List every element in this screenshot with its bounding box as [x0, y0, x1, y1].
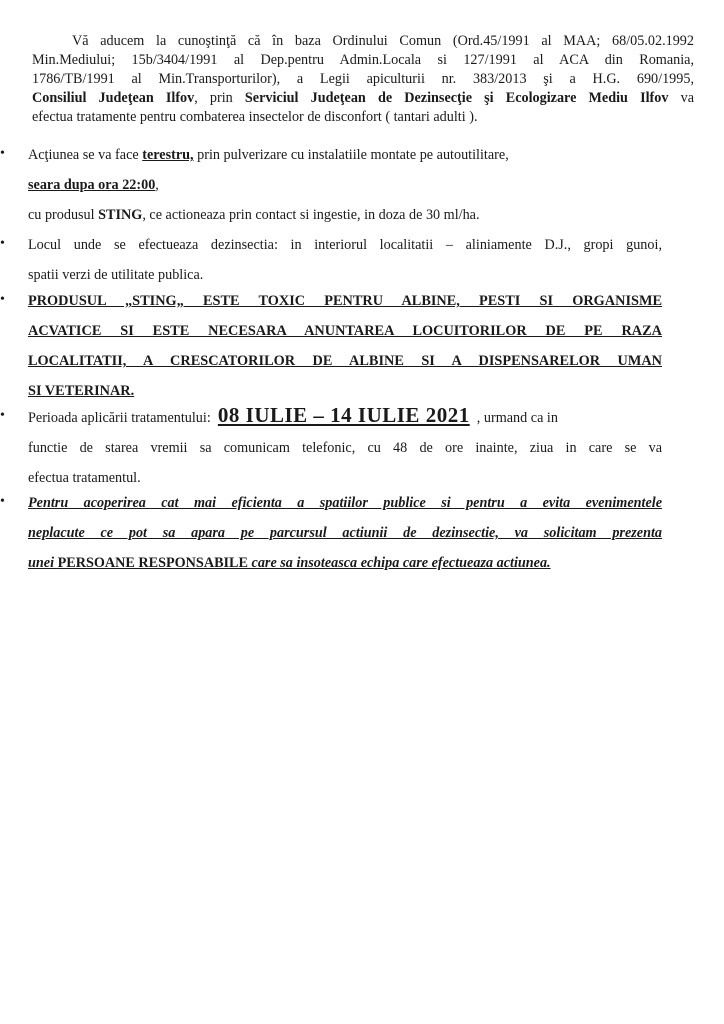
bullet-icon: • [0, 292, 5, 307]
warning-line-3: LOCALITATII, A CRESCATORILOR DE ALBINE SI A DISPENSARELOR UMAN [28, 353, 662, 369]
service-name: Serviciul Judeţean de Dezinsecţie şi Ecologizare Mediu Ilfov [244, 90, 669, 106]
responsible-line-1: Pentru acoperirea cat mai eficienta a spatiilor publice si pentru a evita evenimentele [28, 495, 662, 511]
action-line-1 [28, 140, 662, 170]
bullet-icon: • [0, 236, 5, 251]
period-line-1 [28, 400, 662, 433]
period-date-range: 08 IULIE – 14 IULIE 2021 [217, 403, 470, 427]
responsible-prefix: unei [28, 555, 58, 571]
responsible-suffix: care sa insoteasca echipa care efectueaza actiunea. [247, 555, 551, 571]
bullet-warning-text [28, 286, 662, 406]
bullet-location-text [28, 230, 662, 290]
intro-line-1: Vă aducem la cunoştinţă că în baza Ordinului Comun (Ord.45/1991 al MAA; 68/05.02.1992 [72, 33, 694, 49]
warning-line-1: PRODUSUL „STING„ ESTE TOXIC PENTRU ALBINE, PESTI SI ORGANISME [28, 293, 662, 309]
product-name: STING [98, 207, 143, 223]
location-line-1: Locul unde se efectueaza dezinsectia: in interiorul localitatii – aliniamente D.J., gropi gunoi, [28, 237, 662, 253]
location-line-2: spatii verzi de utilitate publica. [28, 267, 204, 283]
responsible-line-2: neplacute ce pot sa apara pe parcursul actiunii de dezinsectie, va solicitam prezenta [28, 525, 662, 541]
bullet-icon: • [0, 408, 5, 423]
action-method: terestru, [142, 147, 194, 163]
bullet-responsible-text [28, 488, 662, 578]
period-label: Perioada aplicării tratamentului: [28, 410, 211, 426]
action-time: seara dupa ora 22:00 [28, 177, 156, 193]
period-line-2: functie de starea vremii sa comunicam telefonic, cu 48 de ore inainte, ziua in care se va [28, 440, 662, 456]
bullet-icon: • [0, 146, 5, 161]
action-suffix: prin pulverizare cu instalatiile montate pe autoutilitare, [193, 147, 509, 163]
action-prefix: Acţiunea se va face [28, 147, 143, 163]
period-line-3: efectua tratamentul. [28, 470, 141, 486]
bullet-icon: • [0, 494, 5, 509]
intro-line-4-end: va [668, 90, 694, 106]
responsible-person: PERSOANE RESPONSABILE [57, 555, 248, 571]
intro-line-4 [32, 89, 694, 108]
product-suffix: , ce actioneaza prin contact si ingestie, in doza de 30 ml/ha. [142, 207, 480, 223]
action-line-3 [28, 200, 662, 230]
product-prefix: cu produsul [28, 207, 99, 223]
action-time-comma: , [155, 177, 159, 193]
intro-line-2: Min.Mediului; 15b/3404/1991 al Dep.pentru Admin.Locala si 127/1991 al ACA din Romania, [32, 52, 694, 68]
warning-line-4: SI VETERINAR. [28, 383, 135, 399]
intro-line-5: efectua tratamente pentru combaterea insectelor de disconfort ( tantari adulti ). [32, 109, 478, 125]
bullet-action-text [28, 140, 662, 230]
council-name: Consiliul Judeţean Ilfov [32, 90, 195, 106]
warning-line-2: ACVATICE SI ESTE NECESARA ANUNTAREA LOCUITORILOR DE PE RAZA [28, 323, 662, 339]
responsible-line-3 [28, 548, 662, 578]
intro-line-4-mid: , prin [194, 90, 245, 106]
action-line-2 [28, 170, 662, 200]
intro-line-3: 1786/TB/1991 al Min.Transporturilor), a Legii apiculturii nr. 383/2013 şi a H.G. 690/1995, [32, 71, 694, 87]
period-suffix: , urmand ca in [476, 410, 558, 426]
bullet-period-text [28, 400, 662, 493]
intro-paragraph [32, 32, 694, 127]
